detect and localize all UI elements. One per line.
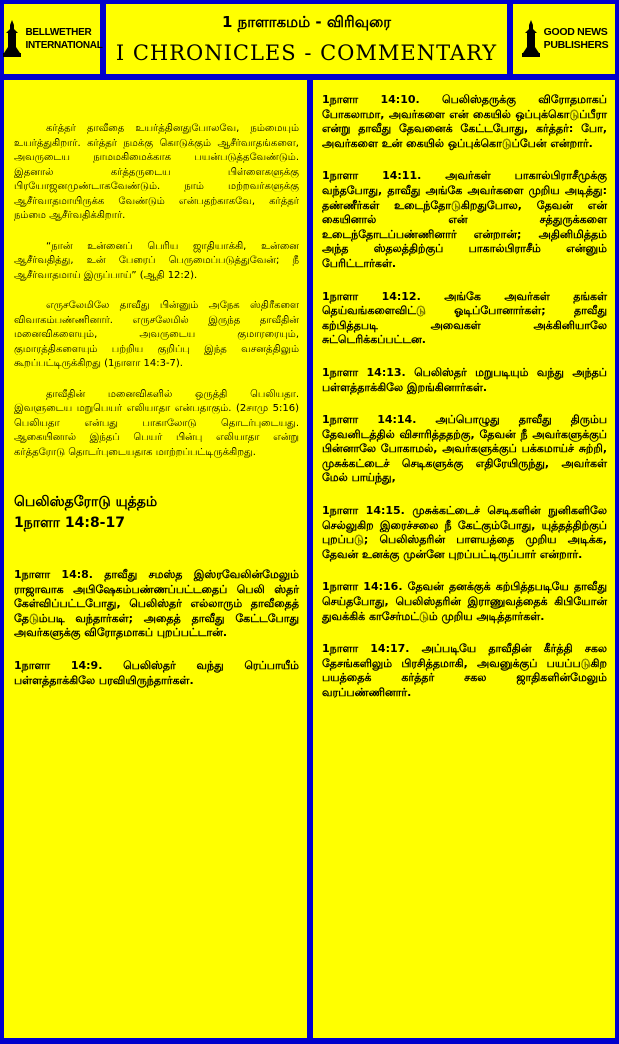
bell-tower-icon — [1, 19, 23, 59]
verse-paragraph: 1நாளா 14:12. அங்கே அவர்கள் தங்கள் தெய்வங்களைவிட்டு ஓடிப்போனார்கள்; தாவீது கற்பித்தபடி அவைகள் அக்கினியாலே சுட்டெரிக்கப்பட்டன. — [322, 289, 607, 347]
header-title-box — [106, 4, 507, 74]
section-heading — [14, 492, 299, 534]
verse-paragraph: 1நாளா 14:11. அவர்கள் பாகால்பிராசீமுக்கு வந்தபோது, தாவீது அங்கே அவர்களை முறிய அடித்து: தண்ணீர்கள் உடைந்தோடுகிறதுபோல, தேவன் என் கையினால் என் சத்துருக்களை உடைந்தோடப்பண்ணினார் என்றான்; அதினிமித்தம் அந்த ஸ்தலத்திற்குப் பாகால்பிராசீம் என்னும் பேரிட்டார்கள். — [322, 169, 607, 270]
commentary-paragraph: கர்த்தர் தாவீதை உயர்த்தினதுபோலவே, நம்மையும் உயர்த்துகிறார். கர்த்தர் நமக்கு கொடுக்கும் ஆசீர்வாதங்களை, அவருடைய நாமமகிமைக்காக பயன்படுத்தவேண்டும். இதனால் கர்த்தருடைய பிள்ளைகளுக்கு பிரயோஜனமுண்டாகவேண்டும். நாம் மற்றவர்களுக்கு ஆசீர்வாதமாயிருக்க வேண்டும் என்பதற்காகவே, கர்த்தர் நம்மை ஆசீர்வதிக்கிறார். — [14, 123, 299, 221]
bellwether-logo — [4, 4, 103, 74]
header-right-logo-box — [513, 4, 615, 74]
verse-paragraph: 1நாளா 14:15. முசுக்கட்டைச் செடிகளின் நுனிகளிலே செல்லுகிற இரைச்சலை நீ கேட்கும்போது, யுத்தத்திற்குப் புறப்படு; பெலிஸ்தரின் பாளயத்தை முறிய அடிக்க, தேவன் உனக்கு முன்னே புறப்பட்டிருப்பார் என்றார். — [322, 504, 607, 561]
logo-left-line1: BELLWETHER — [25, 27, 92, 38]
verse-paragraph: 1நாளா 14:9. பெலிஸ்தர் வந்து ரெப்பாயீம் பள்ளத்தாக்கிலே பரவியிருந்தார்கள். — [14, 658, 299, 687]
verse-paragraph: 1நாளா 14:13. பெலிஸ்தர் மறுபடியும் வந்து அந்தப் பள்ளத்தாக்கிலே இறங்கினார்கள். — [322, 365, 607, 394]
section-heading-reference: 1நாளா 14:8-17 — [14, 515, 125, 531]
logo-left-line2: INTERNATIONAL — [25, 40, 103, 51]
bell-tower-icon — [520, 19, 542, 59]
verse-paragraph: 1நாளா 14:16. தேவன் தனக்குக் கற்பித்தபடியே தாவீது செய்தபோது, பெலிஸ்தரின் இராணுவத்தைக் கிபியோன் துவக்கிக் காசேர்மட்டும் முறிய அடித்தார்கள். — [322, 580, 607, 623]
section-heading-title: பெலிஸ்தரோடு யுத்தம் — [14, 494, 158, 510]
commentary-paragraph: தாவீதின் மனைவிகளில் ஒருத்தி பெலியதா. இவளுடைய மறுபெயர் எலியாதா என்பதாகும். (2சாமு 5:16) பெலியதா என்பது பாகாலோடு தொடர்புடையது. ஆகையினால் இந்தப் பெயர் பின்பு எலியாதா என்று கர்த்தரோடு தொடர்புடையதாக மாற்றப்பட்டிருக்கிறது. — [14, 388, 299, 458]
verse-paragraph: 1நாளா 14:8. தாவீது சமஸ்த இஸ்ரவேலின்மேலும் ராஜாவாக அபிஷேகம்பண்ணப்பட்டதைப் பெலி ஸ்தர் கேள்விப்பட்டபோது, பெலிஸ்தர் எல்லாரும் தாவீதைத் தேடும்படி வந்தார்கள்; அதைத் தாவீது கேட்டபோது அவர்களுக்கு விரோதமாகப் புறப்பட்டான். — [14, 568, 299, 640]
verse-paragraph: 1நாளா 14:14. அப்பொழுது தாவீது திரும்ப தேவனிடத்தில் விசாரித்ததற்கு, தேவன் நீ அவர்களுக்குப் பின்னாலே போகாமல், அவர்களுக்குப் பக்கமாய்ச் சுற்றி, முசுக்கட்டைச் செடிகளுக்கு எதிரேயிருந்து, அவர்கள் மேல் பாய்ந்து, — [322, 413, 607, 485]
logo-right-line1: GOOD NEWS — [543, 26, 608, 38]
good-news-logo — [513, 4, 615, 74]
page-title-tamil: 1 நாளாகமம் - விரிவுரை — [221, 13, 392, 31]
right-column — [313, 80, 615, 1038]
left-column — [4, 80, 307, 1038]
page-title-english: I CHRONICLES - COMMENTARY — [115, 41, 498, 65]
logo-right-line2: PUBLISHERS — [543, 39, 609, 51]
commentary-paragraph: எருசலேமிலே தாவீது பின்னும் அநேக ஸ்திரீகளை விவாகம்பண்ணினார். எருசலேமில் இருந்த தாவீதின் மனைவிகளையும், அவருடைய குமாரரையும், குமாரத்திகளையும் பற்றிய குறிப்பு இந்த வசனத்திலும் கூறப்பட்டிருக்கிறது (1நாளா 14:3-7). — [14, 300, 299, 369]
commentary-paragraph: “நான் உன்னைப் பெரிய ஜாதியாக்கி, உன்னை ஆசீர்வதித்து, உன் பேரைப் பெருமைப்படுத்துவேன்; நீ ஆசீர்வாதமாய் இருப்பாய்” (ஆதி 12:2). — [14, 240, 299, 281]
verse-paragraph: 1நாளா 14:10. பெலிஸ்தருக்கு விரோதமாகப் போகலாமா, அவர்களை என் கையில் ஒப்புக்கொடுப்பீரா என்று தாவீது தேவனைக் கேட்டபோது, கர்த்தர்: போ, அவர்களை உன் கையில் ஒப்புக்கொடுப்பேன் என்றார். — [322, 93, 607, 150]
verse-paragraph: 1நாளா 14:17. அப்படியே தாவீதின் கீர்த்தி சகல தேசங்களிலும் பிரசித்தமாகி, அவனுக்குப் பயப்படுகிற பயத்தைக் கர்த்தர் சகல ஜாதிகளின்மேலும் வரப்பண்ணினார். — [322, 642, 607, 699]
header-left-logo-box — [4, 4, 103, 74]
